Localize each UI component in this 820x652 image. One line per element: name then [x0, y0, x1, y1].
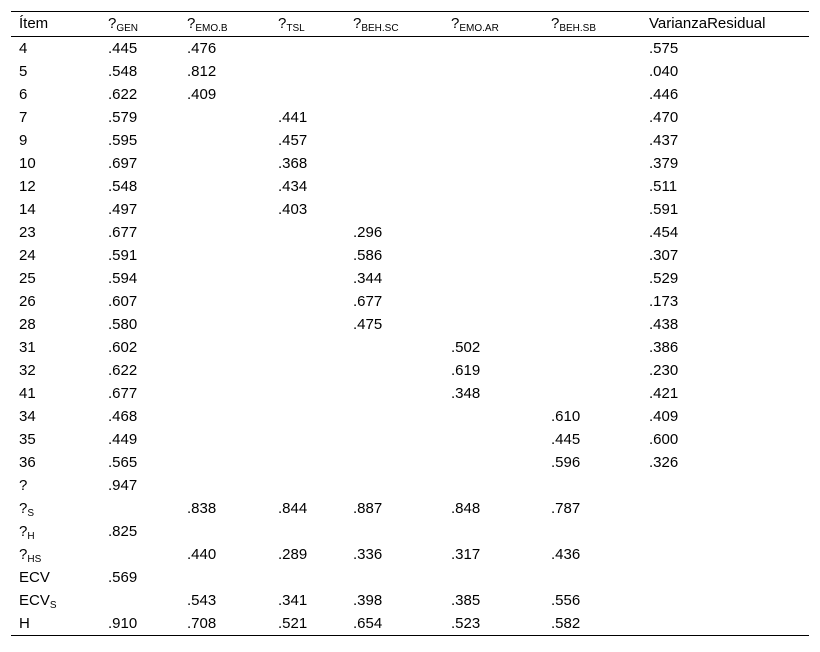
- results-table: [11, 11, 809, 636]
- row-label: [11, 405, 100, 428]
- column-header-text: VarianzaResidual: [649, 15, 766, 32]
- table-body: [11, 37, 809, 636]
- table-cell: [641, 566, 809, 589]
- table-cell: .497: [108, 201, 138, 218]
- table-cell: .838: [187, 500, 217, 517]
- row-label: [11, 60, 100, 83]
- table-cell: .040: [649, 63, 679, 80]
- table-cell: [641, 589, 809, 612]
- table-cell: .348: [451, 385, 481, 402]
- column-header: [100, 12, 179, 37]
- table-cell: .569: [108, 569, 138, 586]
- table-row: [11, 589, 809, 612]
- table-cell: [345, 566, 443, 589]
- row-label: [11, 451, 100, 474]
- table-cell: [179, 267, 270, 290]
- table-cell: .556: [551, 592, 581, 609]
- table-cell: [641, 520, 809, 543]
- table-cell: [270, 60, 345, 83]
- row-label-text: 28: [19, 316, 36, 333]
- table-cell: .596: [551, 454, 581, 471]
- table-cell: .446: [649, 86, 679, 103]
- table-cell: [443, 198, 543, 221]
- row-label-text: ?: [19, 523, 28, 540]
- table-cell: .812: [187, 63, 217, 80]
- table-cell: [100, 497, 179, 520]
- row-label-subscript: HS: [27, 554, 42, 565]
- table-cell: .454: [649, 224, 679, 241]
- table-cell: [345, 175, 443, 198]
- table-cell: .438: [649, 316, 679, 333]
- row-label-text: 41: [19, 385, 36, 402]
- table-cell: .470: [649, 109, 679, 126]
- table-cell: .421: [649, 385, 679, 402]
- column-header: [11, 12, 100, 37]
- row-label: [11, 497, 100, 520]
- table-cell: [443, 152, 543, 175]
- table-row: [11, 543, 809, 566]
- row-label-text: 24: [19, 247, 36, 264]
- row-label: [11, 589, 100, 612]
- table-cell: .409: [649, 408, 679, 425]
- table-cell: [345, 106, 443, 129]
- row-label: [11, 313, 100, 336]
- table-cell: [345, 336, 443, 359]
- table-cell: .887: [353, 500, 383, 517]
- table-cell: [345, 405, 443, 428]
- table-cell: [179, 566, 270, 589]
- table-cell: .848: [451, 500, 481, 517]
- table-cell: .595: [108, 132, 138, 149]
- row-label: [11, 359, 100, 382]
- table-cell: [443, 290, 543, 313]
- row-label: [11, 566, 100, 589]
- row-label: [11, 474, 100, 497]
- table-cell: .654: [353, 615, 383, 632]
- row-label: [11, 336, 100, 359]
- table-cell: [179, 428, 270, 451]
- table-cell: [270, 37, 345, 61]
- table-cell: [543, 382, 641, 405]
- table-row: [11, 428, 809, 451]
- table-cell: [543, 336, 641, 359]
- table-cell: [270, 313, 345, 336]
- table-cell: [179, 451, 270, 474]
- table-cell: [179, 106, 270, 129]
- row-label: [11, 129, 100, 152]
- table-cell: .368: [278, 155, 308, 172]
- row-label: [11, 175, 100, 198]
- table-cell: [543, 152, 641, 175]
- column-header-text: ?: [353, 15, 362, 32]
- table-row: [11, 566, 809, 589]
- table-cell: [179, 336, 270, 359]
- row-label-text: 31: [19, 339, 36, 356]
- table-cell: .440: [187, 546, 217, 563]
- row-label-text: 10: [19, 155, 36, 172]
- row-label-text: 32: [19, 362, 36, 379]
- table-row: [11, 405, 809, 428]
- table-row: [11, 336, 809, 359]
- table-cell: [543, 313, 641, 336]
- table-cell: [179, 221, 270, 244]
- table-cell: [270, 221, 345, 244]
- table-cell: [270, 382, 345, 405]
- table-cell: [641, 543, 809, 566]
- table-cell: .708: [187, 615, 217, 632]
- table-cell: .230: [649, 362, 679, 379]
- table-cell: .910: [108, 615, 138, 632]
- table-cell: .543: [187, 592, 217, 609]
- results-table-container: [11, 11, 809, 636]
- table-row: [11, 83, 809, 106]
- table-cell: .586: [353, 247, 383, 264]
- row-label-text: 36: [19, 454, 36, 471]
- table-cell: [543, 520, 641, 543]
- table-cell: .336: [353, 546, 383, 563]
- table-cell: .591: [649, 201, 679, 218]
- row-label-text: 25: [19, 270, 36, 287]
- table-cell: [641, 612, 809, 636]
- table-cell: [270, 405, 345, 428]
- table-cell: .600: [649, 431, 679, 448]
- row-label: [11, 198, 100, 221]
- table-cell: [443, 83, 543, 106]
- table-cell: .457: [278, 132, 308, 149]
- row-label-text: 7: [19, 109, 28, 126]
- table-cell: [179, 382, 270, 405]
- table-cell: .607: [108, 293, 138, 310]
- table-cell: [543, 106, 641, 129]
- table-cell: [543, 60, 641, 83]
- column-header-text: ?: [451, 15, 460, 32]
- table-header-row: [11, 12, 809, 37]
- table-cell: .344: [353, 270, 383, 287]
- table-cell: .548: [108, 63, 138, 80]
- table-cell: .594: [108, 270, 138, 287]
- table-row: [11, 497, 809, 520]
- table-cell: .385: [451, 592, 481, 609]
- table-cell: .677: [108, 224, 138, 241]
- table-cell: [345, 198, 443, 221]
- column-header: [179, 12, 270, 37]
- table-cell: [443, 313, 543, 336]
- table-cell: [270, 336, 345, 359]
- table-row: [11, 221, 809, 244]
- table-cell: [100, 543, 179, 566]
- table-row: [11, 37, 809, 61]
- table-cell: .289: [278, 546, 308, 563]
- table-cell: .326: [649, 454, 679, 471]
- column-header-subscript: TSL: [286, 23, 305, 34]
- table-cell: [543, 198, 641, 221]
- table-cell: .825: [108, 523, 138, 540]
- table-cell: [345, 359, 443, 382]
- column-header-subscript: GEN: [116, 23, 139, 34]
- row-label-text: ?: [19, 546, 28, 563]
- table-cell: [179, 474, 270, 497]
- table-cell: [100, 589, 179, 612]
- row-label: [11, 543, 100, 566]
- table-cell: [345, 428, 443, 451]
- table-cell: [270, 474, 345, 497]
- column-header-text: ?: [187, 15, 196, 32]
- table-cell: .403: [278, 201, 308, 218]
- table-cell: .449: [108, 431, 138, 448]
- table-row: [11, 152, 809, 175]
- table-cell: .697: [108, 155, 138, 172]
- table-cell: .529: [649, 270, 679, 287]
- table-cell: .502: [451, 339, 481, 356]
- table-cell: .622: [108, 86, 138, 103]
- table-cell: .409: [187, 86, 217, 103]
- table-cell: [270, 451, 345, 474]
- row-label-subscript: S: [27, 508, 35, 519]
- table-cell: .575: [649, 40, 679, 57]
- table-cell: [443, 221, 543, 244]
- table-cell: [443, 474, 543, 497]
- column-header-subscript: EMO.AR: [459, 23, 499, 34]
- row-label-text: 12: [19, 178, 36, 195]
- table-cell: .441: [278, 109, 308, 126]
- table-cell: .468: [108, 408, 138, 425]
- table-row: [11, 106, 809, 129]
- table-cell: .579: [108, 109, 138, 126]
- table-cell: [543, 37, 641, 61]
- table-cell: .580: [108, 316, 138, 333]
- table-cell: [543, 290, 641, 313]
- table-cell: [270, 520, 345, 543]
- row-label: [11, 612, 100, 636]
- table-cell: .622: [108, 362, 138, 379]
- table-row: [11, 451, 809, 474]
- table-cell: [345, 37, 443, 61]
- table-row: [11, 313, 809, 336]
- column-header-subscript: BEH.SB: [559, 23, 597, 34]
- table-cell: [443, 405, 543, 428]
- table-cell: [543, 359, 641, 382]
- table-cell: [179, 244, 270, 267]
- row-label-text: ?: [19, 477, 28, 494]
- table-cell: .398: [353, 592, 383, 609]
- row-label-subscript: S: [49, 600, 57, 611]
- table-cell: [543, 566, 641, 589]
- row-label: [11, 37, 100, 61]
- table-cell: [443, 129, 543, 152]
- table-cell: .565: [108, 454, 138, 471]
- column-header: [641, 12, 809, 37]
- table-cell: .521: [278, 615, 308, 632]
- table-row: [11, 612, 809, 636]
- table-cell: .437: [649, 132, 679, 149]
- table-cell: .677: [353, 293, 383, 310]
- table-cell: .677: [108, 385, 138, 402]
- table-cell: [179, 359, 270, 382]
- row-label-text: 34: [19, 408, 36, 425]
- table-cell: [443, 451, 543, 474]
- row-label: [11, 428, 100, 451]
- row-label-text: ?: [19, 500, 28, 517]
- table-cell: [345, 520, 443, 543]
- table-row: [11, 175, 809, 198]
- table-cell: [443, 60, 543, 83]
- table-row: [11, 382, 809, 405]
- table-cell: .523: [451, 615, 481, 632]
- table-row: [11, 290, 809, 313]
- table-cell: .296: [353, 224, 383, 241]
- table-cell: [543, 83, 641, 106]
- row-label: [11, 290, 100, 313]
- table-cell: [270, 244, 345, 267]
- table-cell: .476: [187, 40, 217, 57]
- table-cell: [443, 106, 543, 129]
- row-label-text: 14: [19, 201, 36, 218]
- row-label: [11, 83, 100, 106]
- column-header-subscript: EMO.B: [195, 23, 228, 34]
- column-header: [345, 12, 443, 37]
- table-cell: .341: [278, 592, 308, 609]
- table-row: [11, 520, 809, 543]
- table-cell: [543, 244, 641, 267]
- table-cell: [270, 359, 345, 382]
- table-cell: .548: [108, 178, 138, 195]
- table-cell: [641, 474, 809, 497]
- table-cell: .379: [649, 155, 679, 172]
- row-label: [11, 106, 100, 129]
- row-label-text: ECV: [19, 569, 50, 586]
- row-label: [11, 267, 100, 290]
- row-label: [11, 152, 100, 175]
- table-row: [11, 267, 809, 290]
- row-label: [11, 244, 100, 267]
- table-cell: .947: [108, 477, 138, 494]
- table-cell: [443, 520, 543, 543]
- table-cell: .602: [108, 339, 138, 356]
- table-cell: [270, 566, 345, 589]
- table-cell: [179, 175, 270, 198]
- table-row: [11, 244, 809, 267]
- table-cell: [270, 428, 345, 451]
- table-cell: [179, 313, 270, 336]
- column-header-subscript: BEH.SC: [361, 23, 399, 34]
- table-row: [11, 359, 809, 382]
- table-cell: .386: [649, 339, 679, 356]
- table-cell: .787: [551, 500, 581, 517]
- table-cell: .436: [551, 546, 581, 563]
- row-label-text: 4: [19, 40, 28, 57]
- table-cell: [443, 37, 543, 61]
- column-header: [443, 12, 543, 37]
- table-cell: .844: [278, 500, 308, 517]
- row-label-text: ECV: [19, 592, 50, 609]
- column-header-text: Ítem: [19, 15, 49, 32]
- table-row: [11, 129, 809, 152]
- table-cell: [443, 428, 543, 451]
- table-cell: .445: [551, 431, 581, 448]
- table-cell: [179, 405, 270, 428]
- table-cell: [543, 221, 641, 244]
- row-label-text: H: [19, 615, 30, 632]
- table-cell: [543, 129, 641, 152]
- column-header: [270, 12, 345, 37]
- table-cell: .307: [649, 247, 679, 264]
- row-label-text: 9: [19, 132, 28, 149]
- row-label-subscript: H: [27, 531, 35, 542]
- row-label-text: 35: [19, 431, 36, 448]
- table-cell: .582: [551, 615, 581, 632]
- row-label-text: 5: [19, 63, 28, 80]
- table-cell: .317: [451, 546, 481, 563]
- table-cell: [345, 129, 443, 152]
- table-cell: .173: [649, 293, 679, 310]
- column-header: [543, 12, 641, 37]
- table-cell: [641, 497, 809, 520]
- table-cell: [179, 152, 270, 175]
- table-cell: [270, 290, 345, 313]
- table-cell: [543, 474, 641, 497]
- column-header-text: ?: [108, 15, 117, 32]
- row-label-text: 23: [19, 224, 36, 241]
- table-cell: [179, 129, 270, 152]
- table-cell: [345, 382, 443, 405]
- table-row: [11, 474, 809, 497]
- row-label-text: 26: [19, 293, 36, 310]
- table-row: [11, 198, 809, 221]
- table-cell: [179, 520, 270, 543]
- table-cell: [443, 566, 543, 589]
- table-cell: [443, 175, 543, 198]
- table-cell: [345, 152, 443, 175]
- table-cell: .475: [353, 316, 383, 333]
- table-cell: [443, 267, 543, 290]
- table-cell: .434: [278, 178, 308, 195]
- row-label-text: 6: [19, 86, 28, 103]
- table-cell: .591: [108, 247, 138, 264]
- table-cell: [345, 474, 443, 497]
- column-header-text: ?: [278, 15, 287, 32]
- table-cell: .511: [649, 178, 678, 195]
- table-cell: [345, 60, 443, 83]
- row-label: [11, 520, 100, 543]
- table-cell: [179, 290, 270, 313]
- table-cell: [270, 83, 345, 106]
- table-cell: .610: [551, 408, 581, 425]
- table-cell: [179, 198, 270, 221]
- table-row: [11, 60, 809, 83]
- table-cell: [270, 267, 345, 290]
- row-label: [11, 382, 100, 405]
- table-cell: .445: [108, 40, 138, 57]
- row-label: [11, 221, 100, 244]
- table-cell: [543, 267, 641, 290]
- table-cell: .619: [451, 362, 481, 379]
- table-cell: [443, 244, 543, 267]
- table-cell: [345, 83, 443, 106]
- table-cell: [543, 175, 641, 198]
- table-cell: [345, 451, 443, 474]
- column-header-text: ?: [551, 15, 560, 32]
